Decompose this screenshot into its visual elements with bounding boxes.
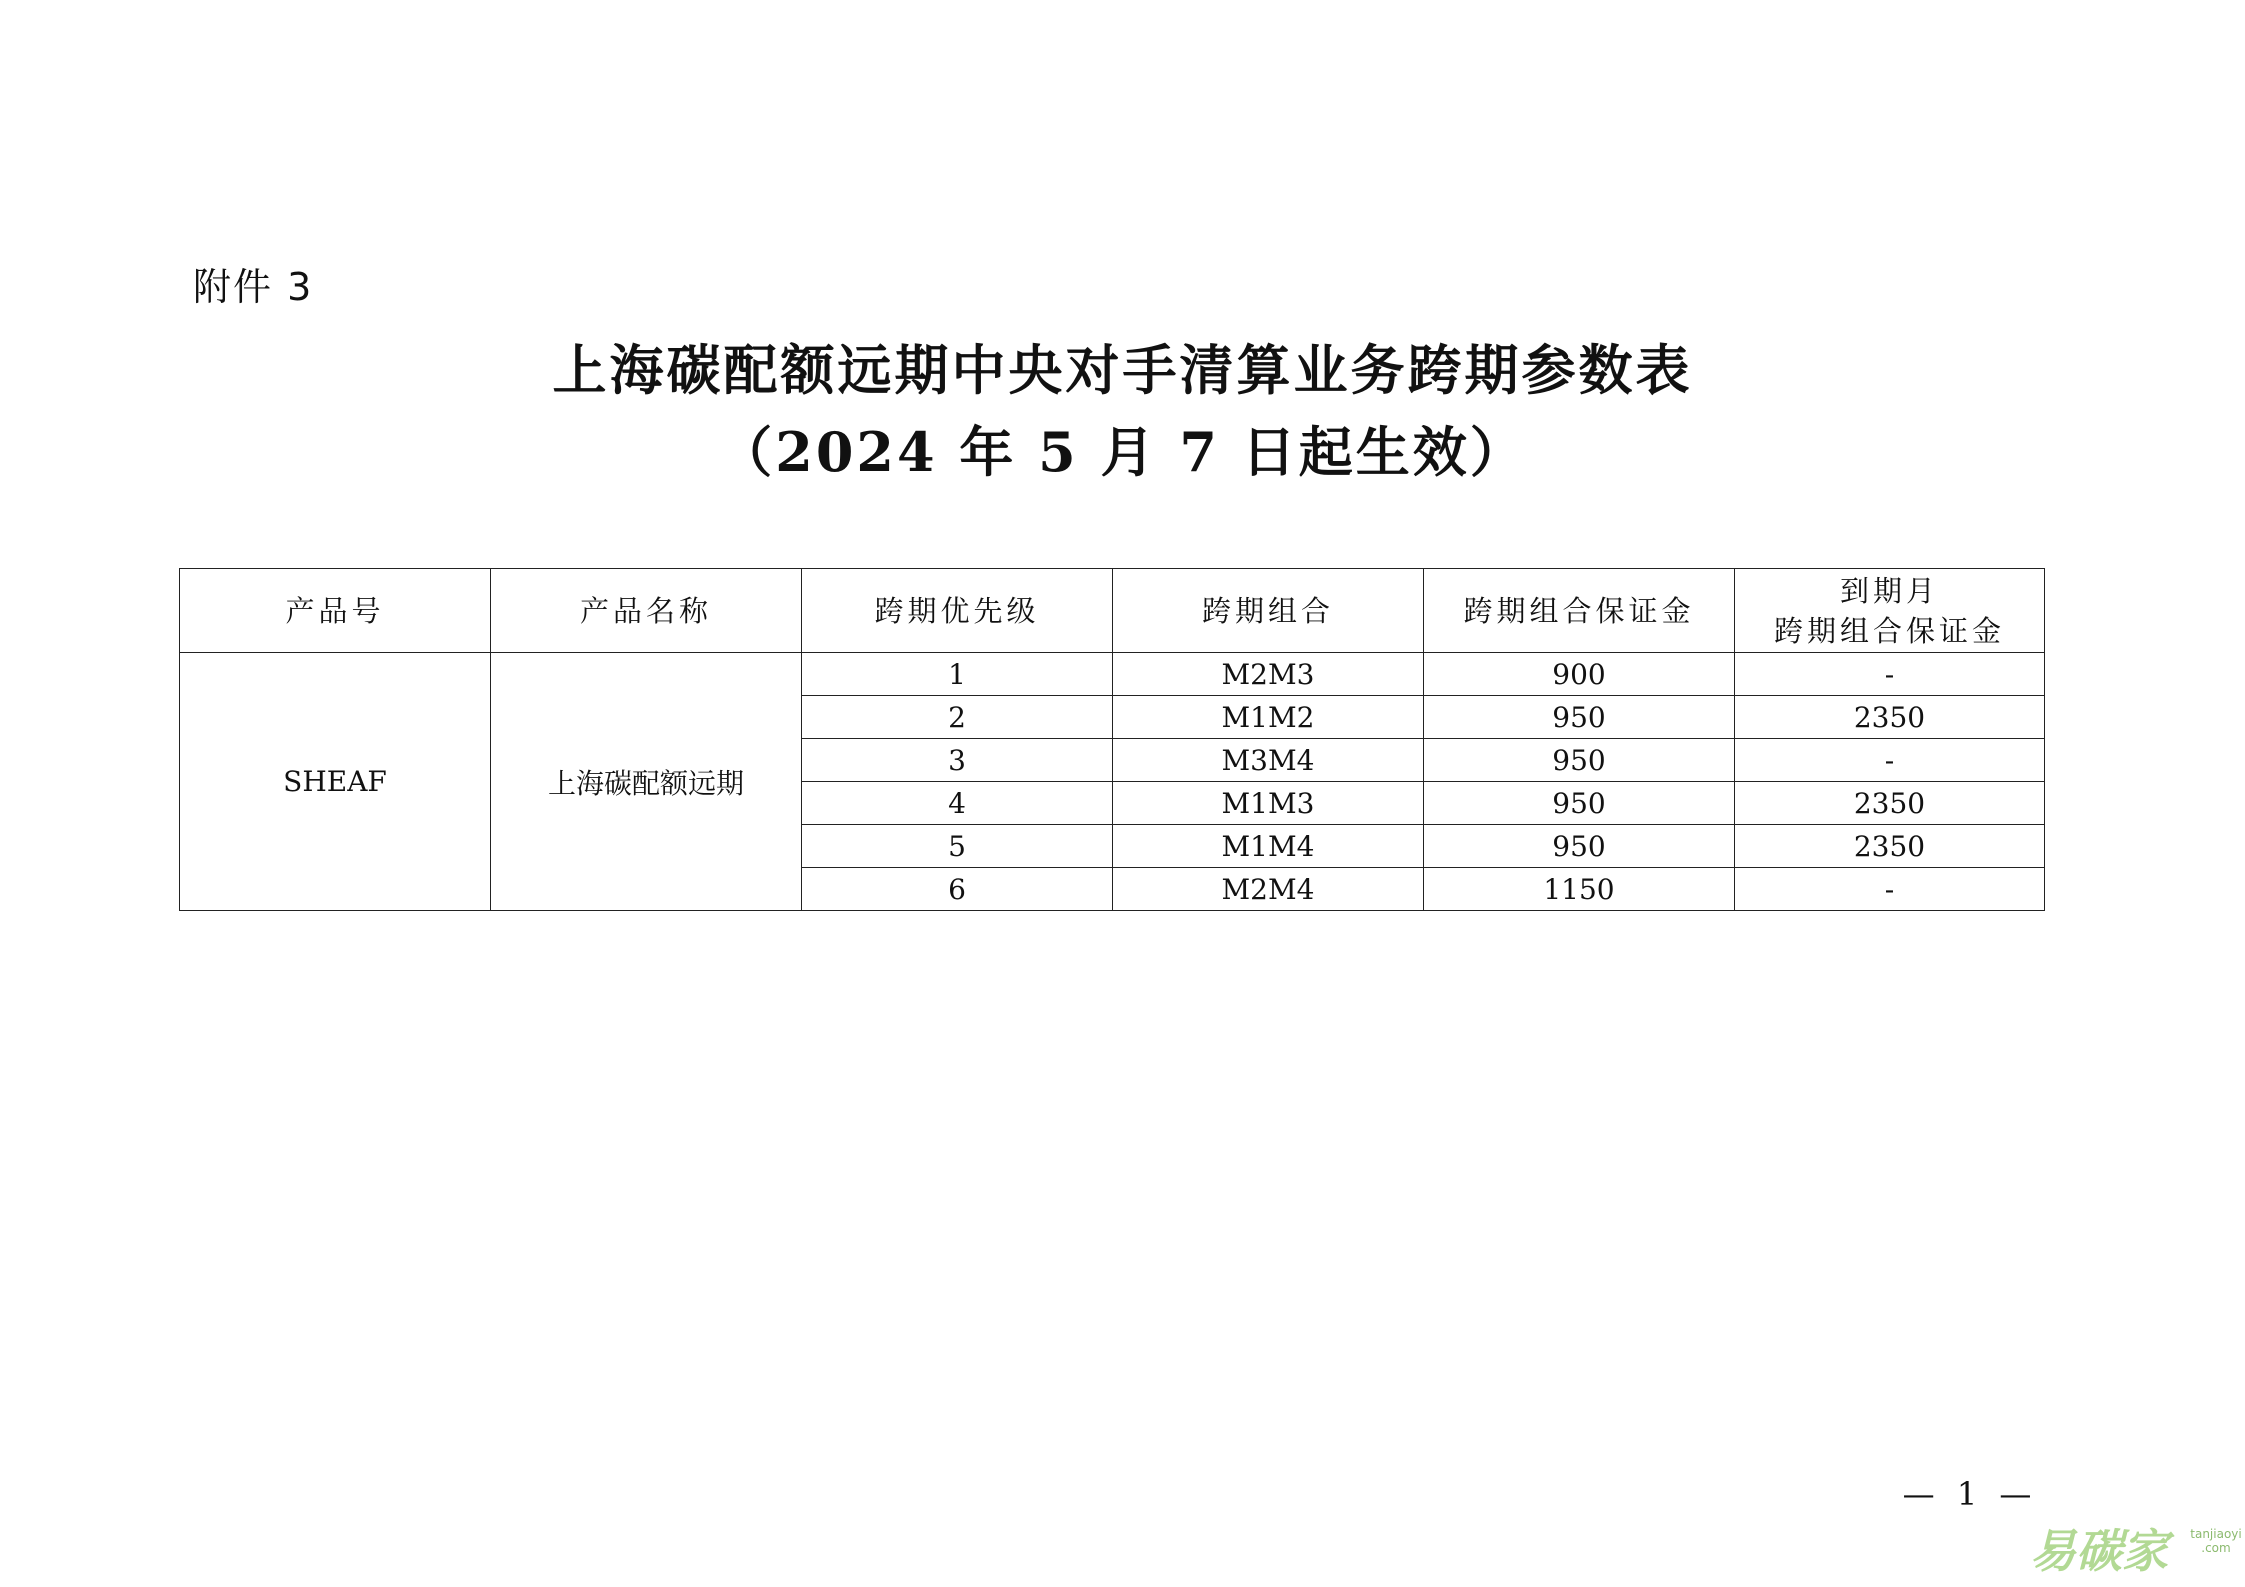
header-expiry-line1: 到期月	[1839, 573, 1939, 608]
priority-cell: 5	[802, 825, 1113, 868]
margin-cell: 950	[1424, 825, 1735, 868]
product-code-cell: SHEAF	[180, 653, 491, 911]
margin-cell: 950	[1424, 739, 1735, 782]
margin-cell: 950	[1424, 782, 1735, 825]
expiry-margin-cell: 2350	[1735, 696, 2045, 739]
watermark-text: 易碳家	[2030, 1524, 2168, 1578]
combo-cell: M1M4	[1113, 825, 1424, 868]
header-expiry-combo-margin	[1735, 569, 2045, 653]
header-product-code: 产品号	[180, 569, 491, 653]
expiry-margin-cell: -	[1735, 739, 2045, 782]
combo-cell: M3M4	[1113, 739, 1424, 782]
combo-cell: M2M4	[1113, 868, 1424, 911]
table-header-row	[180, 569, 2045, 653]
combo-cell: M1M3	[1113, 782, 1424, 825]
header-spread-combo: 跨期组合	[1113, 569, 1424, 653]
expiry-margin-cell: 2350	[1735, 782, 2045, 825]
watermark-logo	[2030, 1515, 2242, 1581]
attachment-label: 附件 3	[193, 265, 314, 309]
combo-cell: M2M3	[1113, 653, 1424, 696]
effective-date-subtitle: （2024 年 5 月 7 日起生效）	[718, 420, 1527, 484]
spread-parameter-table	[179, 568, 2045, 911]
priority-cell: 4	[802, 782, 1113, 825]
watermark-domain: tanjiaoyi .com	[2190, 1527, 2242, 1555]
expiry-margin-cell: 2350	[1735, 825, 2045, 868]
priority-cell: 1	[802, 653, 1113, 696]
header-product-name: 产品名称	[491, 569, 802, 653]
priority-cell: 6	[802, 868, 1113, 911]
margin-cell: 1150	[1424, 868, 1735, 911]
priority-cell: 2	[802, 696, 1113, 739]
expiry-margin-cell: -	[1735, 653, 2045, 696]
table-row	[180, 653, 2045, 696]
expiry-margin-cell: -	[1735, 868, 2045, 911]
document-title: 上海碳配额远期中央对手清算业务跨期参数表	[552, 338, 1693, 402]
margin-cell: 950	[1424, 696, 1735, 739]
page-number: — 1 —	[1902, 1475, 2038, 1513]
margin-cell: 900	[1424, 653, 1735, 696]
header-expiry-line2: 跨期组合保证金	[1773, 613, 2005, 648]
priority-cell: 3	[802, 739, 1113, 782]
header-spread-priority: 跨期优先级	[802, 569, 1113, 653]
header-combo-margin: 跨期组合保证金	[1424, 569, 1735, 653]
product-name-cell: 上海碳配额远期	[491, 653, 802, 911]
combo-cell: M1M2	[1113, 696, 1424, 739]
